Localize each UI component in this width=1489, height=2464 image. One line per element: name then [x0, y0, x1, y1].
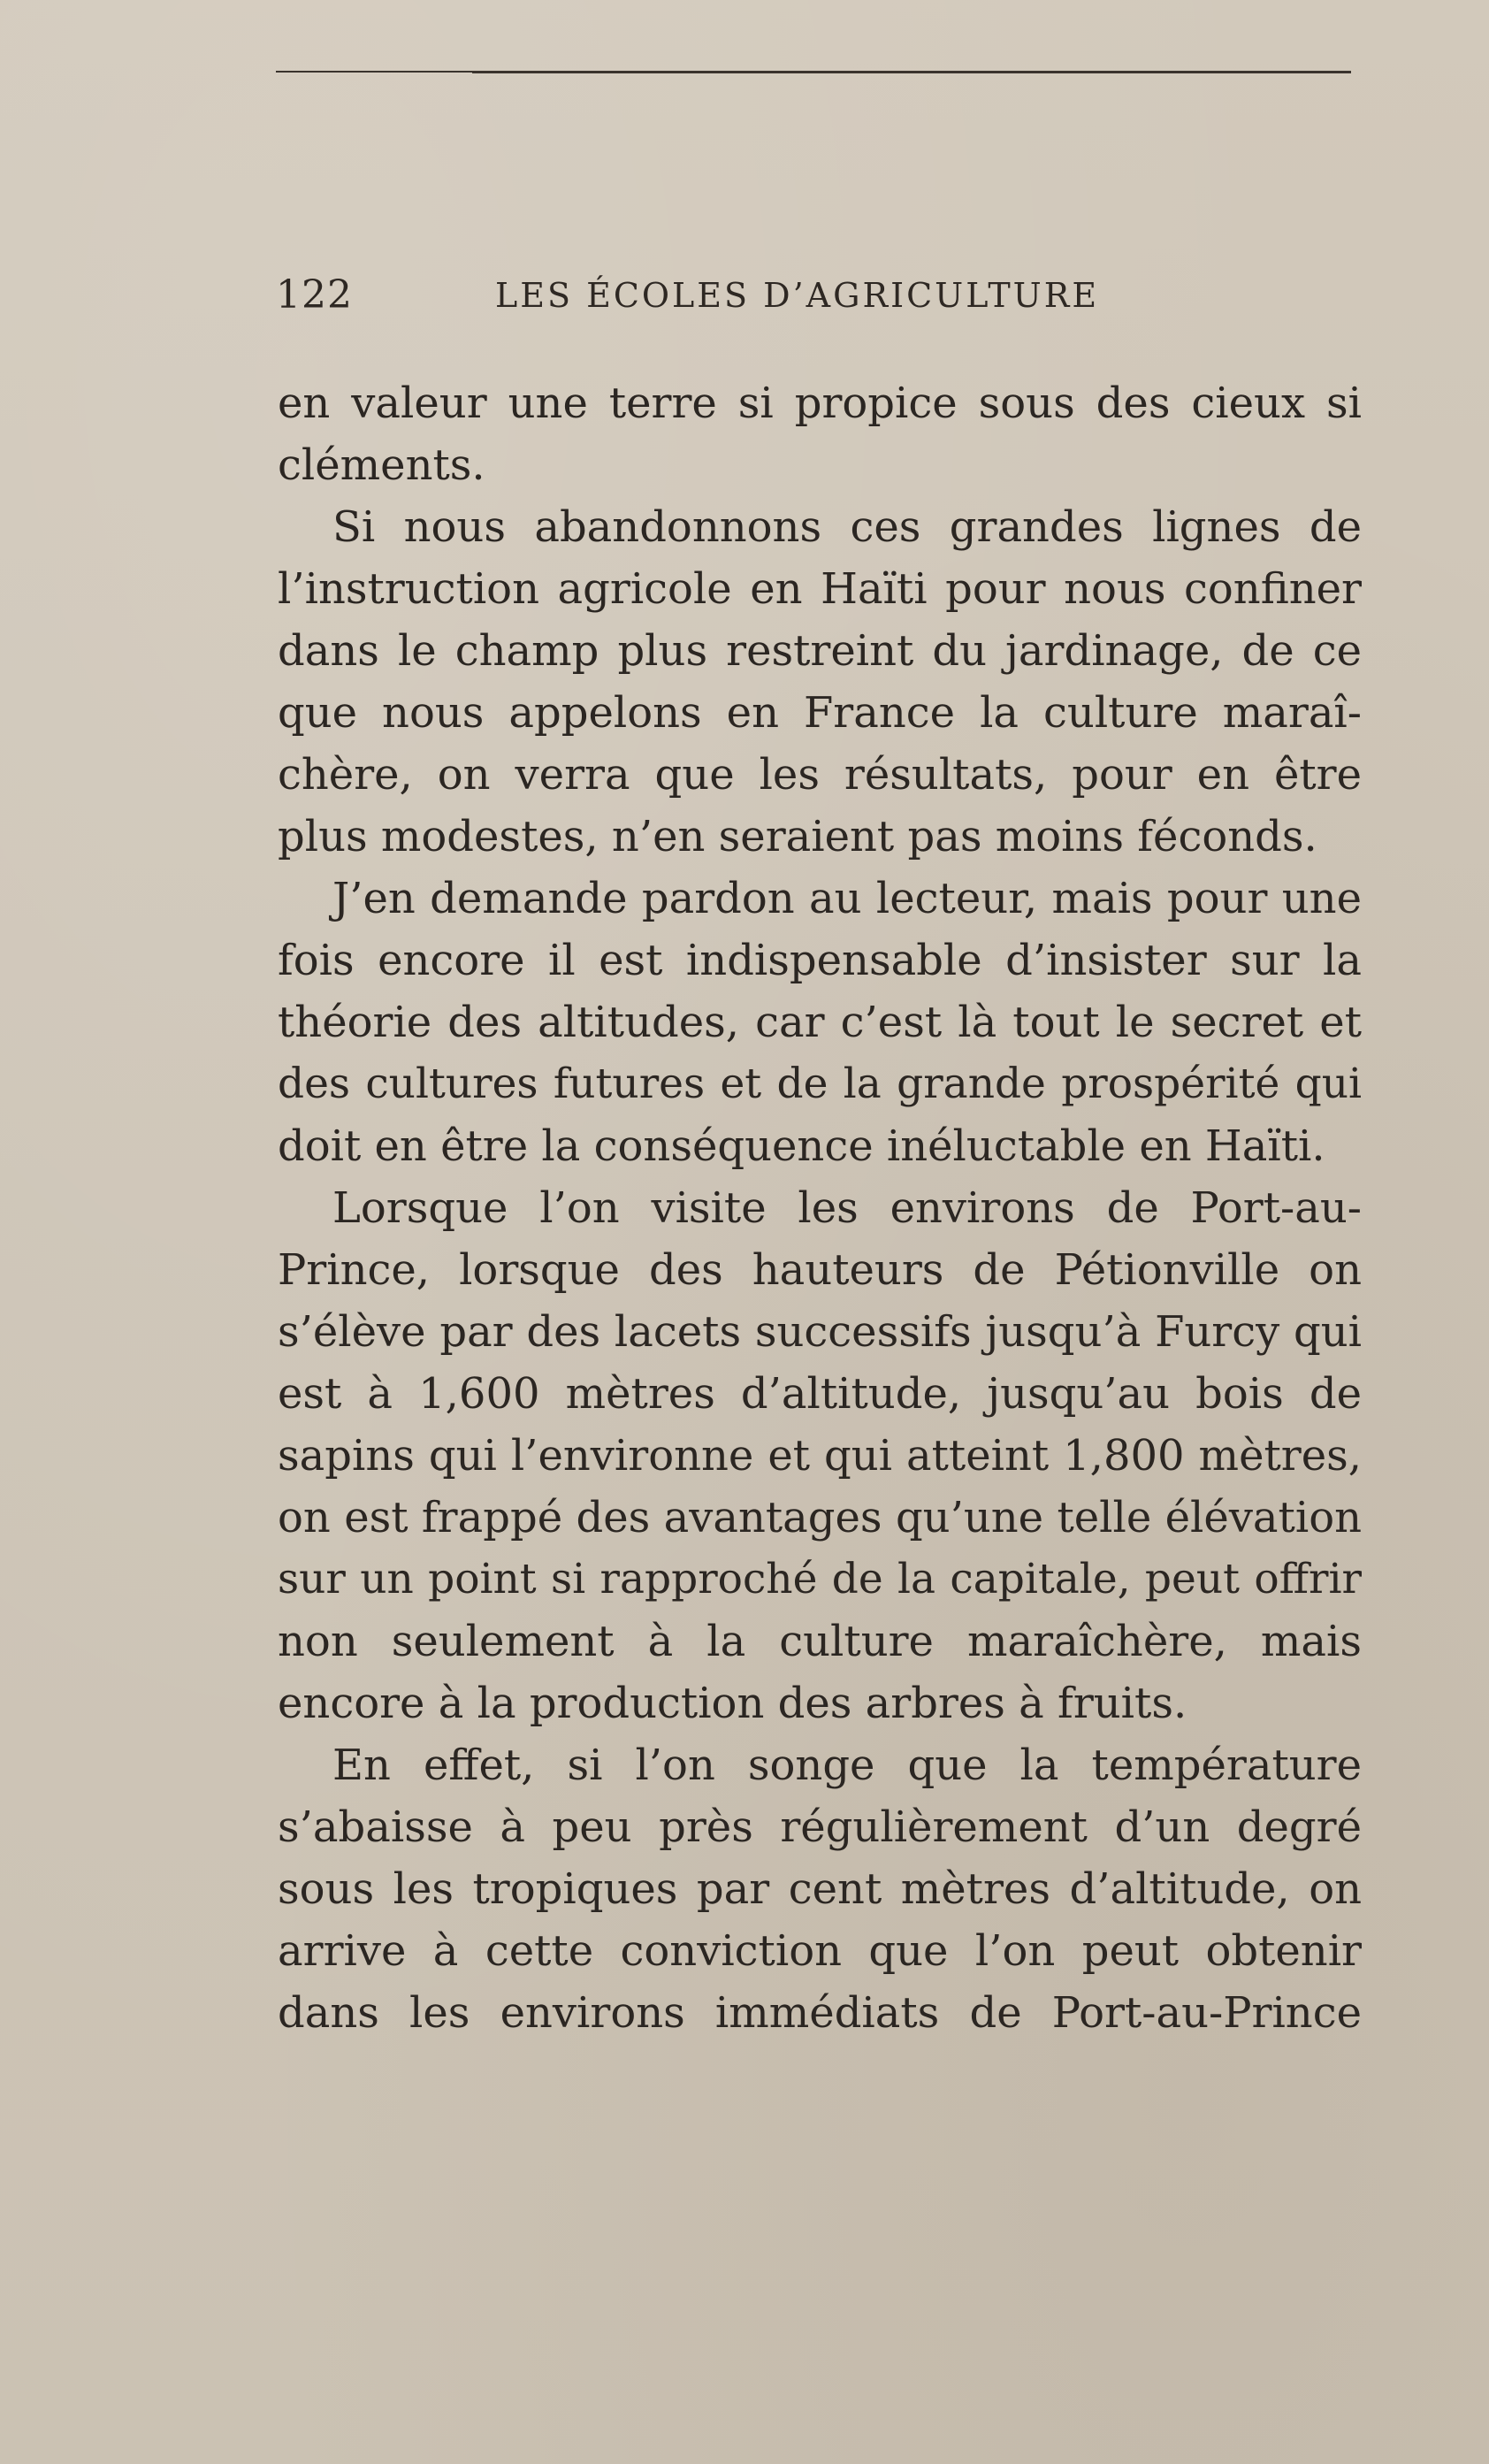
text-line: sapins qui l’environne et qui atteint 1,800 mètres, — [278, 1431, 1362, 1481]
text-line: non seulement à la culture maraîchère, mais — [278, 1617, 1362, 1666]
text-line: plus modestes, n’en seraient pas moins féconds. — [278, 812, 1317, 861]
text-line: J’en demande pardon au lecteur, mais pour une — [332, 874, 1362, 923]
text-line: Prince, lorsque des hauteurs de Pétionville on — [278, 1245, 1362, 1295]
text-line: en valeur une terre si propice sous des cieux si — [278, 379, 1362, 428]
text-line: En effet, si l’on songe que la température — [332, 1741, 1362, 1790]
text-line: s’abaisse à peu près régulièrement d’un degré — [278, 1802, 1362, 1852]
text-line: des cultures futures et de la grande prospérité qui — [278, 1060, 1362, 1108]
text-line: sous les tropiques par cent mètres d’altitude, on — [278, 1864, 1362, 1914]
body-text — [278, 372, 1362, 2044]
text-line: théorie des altitudes, car c’est là tout le secret et — [278, 998, 1362, 1047]
text-line: encore à la production des arbres à fruits. — [278, 1679, 1187, 1728]
text-line: cléments. — [278, 440, 485, 490]
page-number: 122 — [276, 272, 353, 318]
text-line: fois encore il est indispensable d’insister sur la — [278, 936, 1362, 985]
text-line: Si nous abandonnons ces grandes lignes de — [332, 502, 1362, 552]
text-line: chère, on verra que les résultats, pour en être — [278, 750, 1362, 800]
text-line: sur un point si rapproché de la capitale, peut offrir — [278, 1555, 1362, 1603]
text-line: est à 1,600 mètres d’altitude, jusqu’au bois de — [278, 1369, 1362, 1419]
text-line: s’élève par des lacets successifs jusqu’à Furcy qui — [278, 1307, 1362, 1357]
running-head — [276, 265, 1353, 327]
text-line: Lorsque l’on visite les environs de Port-au- — [332, 1183, 1362, 1233]
text-line: dans les environs immédiats de Port-au-Prince — [278, 1988, 1362, 2038]
text-line: on est frappé des avantages qu’une telle élévation — [278, 1493, 1362, 1542]
text-line: arrive à cette conviction que l’on peut obtenir — [278, 1926, 1362, 1976]
running-head-title: LES ÉCOLES D’AGRICULTURE — [495, 276, 1100, 315]
text-line: dans le champ plus restreint du jardinage, de ce — [278, 626, 1362, 676]
text-line: l’instruction agricole en Haïti pour nous confiner — [278, 564, 1362, 614]
text-line: que nous appelons en France la culture maraî- — [278, 688, 1362, 738]
header-rule-left — [276, 71, 472, 73]
text-line: doit en être la conséquence inéluctable en Haïti. — [278, 1121, 1325, 1171]
header-rule-right — [472, 71, 1351, 73]
